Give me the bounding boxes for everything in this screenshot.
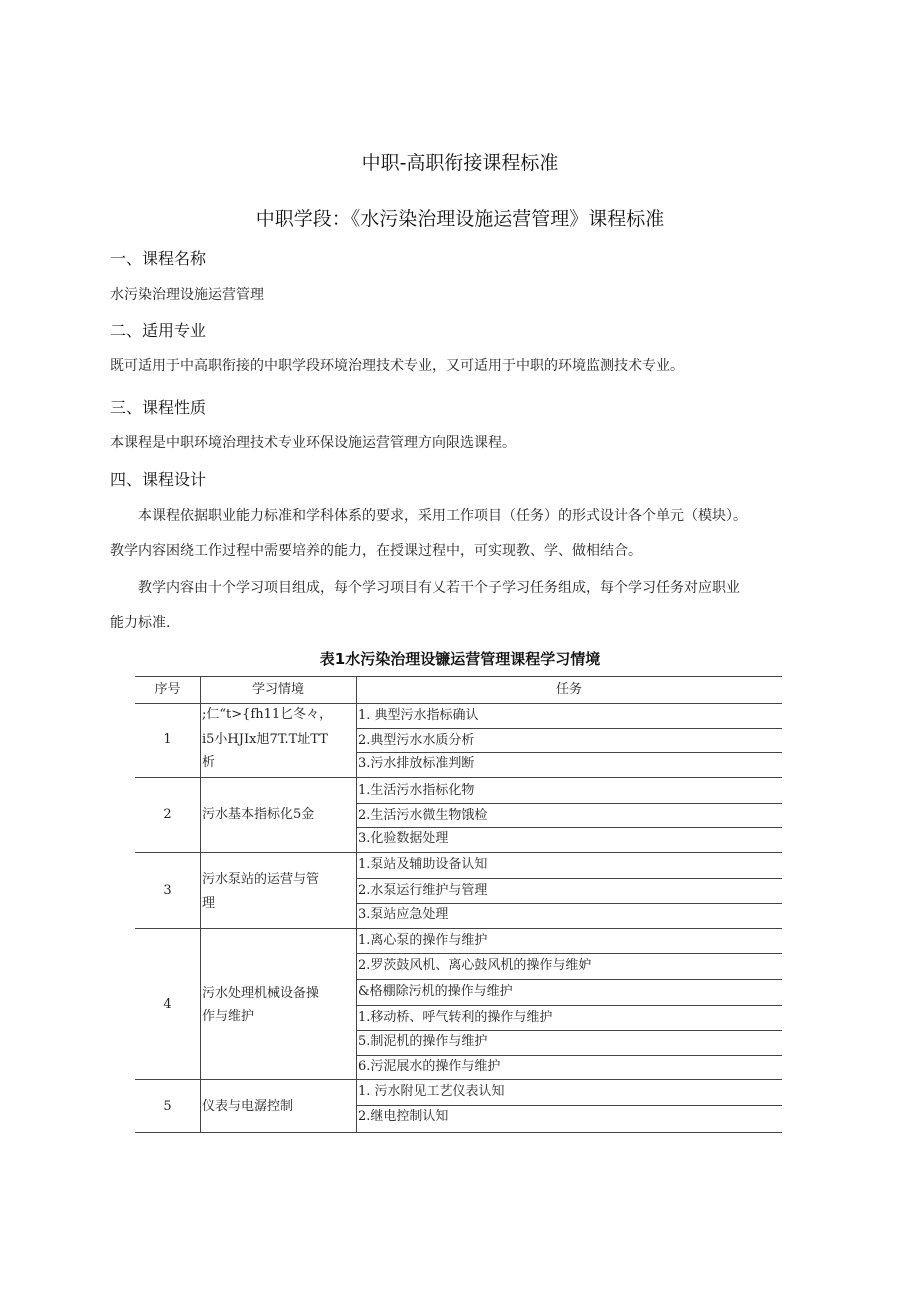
task-item: 1.移动桥、呼气转利的操作与维护	[358, 1010, 553, 1025]
situation-line: 污水处理机械设备操	[202, 986, 320, 1001]
table-top-border	[135, 676, 782, 677]
doc-title: 中职-高职衔接课程标准	[361, 152, 559, 174]
situation-line: i5小HJIx旭7T.T址TT	[202, 732, 328, 747]
task-item: 2.继电控制认知	[358, 1109, 449, 1124]
row-divider	[135, 777, 782, 778]
situation-line: 作与维护	[202, 1009, 255, 1024]
task-divider	[356, 878, 782, 879]
design-paragraph-1: 本课程依据职业能力标准和学科体系的要求，采用工作项目（任务）的形式设计各个单元（模块）。	[138, 508, 747, 524]
task-item: 3.泵站应急处理	[358, 907, 449, 922]
situation-line: 析	[202, 755, 216, 770]
task-item: 5.制泥机的操作与维护	[358, 1034, 488, 1049]
task-divider	[356, 1005, 782, 1006]
task-divider	[356, 953, 782, 954]
table-bottom-border	[135, 1132, 782, 1133]
header-no: 序号	[154, 682, 181, 697]
column-divider	[356, 676, 357, 1132]
task-item: 6.污泥展水的操作与维护	[358, 1059, 501, 1074]
task-divider	[356, 728, 782, 729]
design-paragraph-2: 教学内容由十个学习项目组成，每个学习项目有乂若干个子学习任务组成，每个学习任务对应职业	[138, 580, 740, 596]
section-heading-design: 四、课程设计	[110, 470, 207, 489]
nature-text: 本课程是中职环境治理技术专业环保设施运营管理方向限选课程。	[110, 435, 516, 451]
task-item: 2.生活污水微生物饿检	[358, 808, 488, 823]
task-item: 1.离心泵的操作与维护	[358, 933, 488, 948]
situation-line: 污水泵站的运营与管	[202, 872, 320, 887]
task-item: &格棚除污机的操作与维护	[358, 984, 513, 999]
task-item: 2.典型污水水质分析	[358, 733, 475, 748]
table-caption: 表1水污染治理设镰运营管理课程学习情境	[319, 650, 601, 668]
situation-line: 理	[202, 896, 216, 911]
task-divider	[356, 1030, 782, 1031]
section-heading-major: 二、适用专业	[110, 321, 207, 340]
row-divider	[135, 1079, 782, 1080]
task-item: 3.污水排放标准判断	[358, 756, 475, 771]
row-number: 5	[163, 1099, 172, 1114]
course-name-text: 水污染治理设施运营管理	[110, 287, 264, 303]
row-number: 1	[163, 732, 172, 747]
row-number: 2	[163, 807, 172, 822]
task-item: 3.化验数据处理	[358, 831, 449, 846]
section-heading-nature: 三、课程性质	[110, 398, 207, 417]
task-divider	[356, 752, 782, 753]
column-divider	[200, 676, 201, 1132]
header-situation: 学习情境	[251, 682, 304, 697]
task-item: 1. 典型污水指标确认	[358, 708, 479, 723]
task-divider	[356, 827, 782, 828]
design-paragraph-1-cont: 教学内容困绕工作过程中需要培养的能力，在授课过程中，可实现教、学、做相结合。	[110, 543, 642, 559]
row-divider	[135, 928, 782, 929]
task-divider	[356, 803, 782, 804]
task-item: 1.生活污水指标化物	[358, 783, 475, 798]
task-item: 2.水泵运行维护与管理	[358, 883, 488, 898]
course-title: 中职学段：《水污染治理设施运营管理》课程标准	[255, 208, 665, 230]
major-text: 既可适用于中高职衔接的中职学段环境治理技术专业，又可适用于中职的环境监测技术专业。	[110, 358, 684, 374]
situation-line: 污水基本指标化5金	[202, 807, 315, 822]
task-item: 1. 污水附见工艺仪表认知	[358, 1084, 505, 1099]
situation-line: ;仁“t>{fh11匕冬々，	[202, 707, 333, 722]
task-divider	[356, 1105, 782, 1106]
row-divider	[135, 852, 782, 853]
task-divider	[356, 979, 782, 980]
task-divider	[356, 903, 782, 904]
row-number: 4	[163, 997, 172, 1012]
task-item: 2.罗茨鼓风机、离心鼓风机的操作与维妒	[358, 958, 592, 973]
row-number: 3	[163, 883, 172, 898]
header-task: 任务	[555, 682, 582, 697]
situation-line: 仪表与电潺控制	[202, 1099, 294, 1114]
section-heading-course-name: 一、课程名称	[110, 249, 207, 268]
task-divider	[356, 1055, 782, 1056]
design-paragraph-2-cont: 能力标准.	[110, 615, 171, 631]
task-item: 1.泵站及辅助设备认知	[358, 857, 488, 872]
